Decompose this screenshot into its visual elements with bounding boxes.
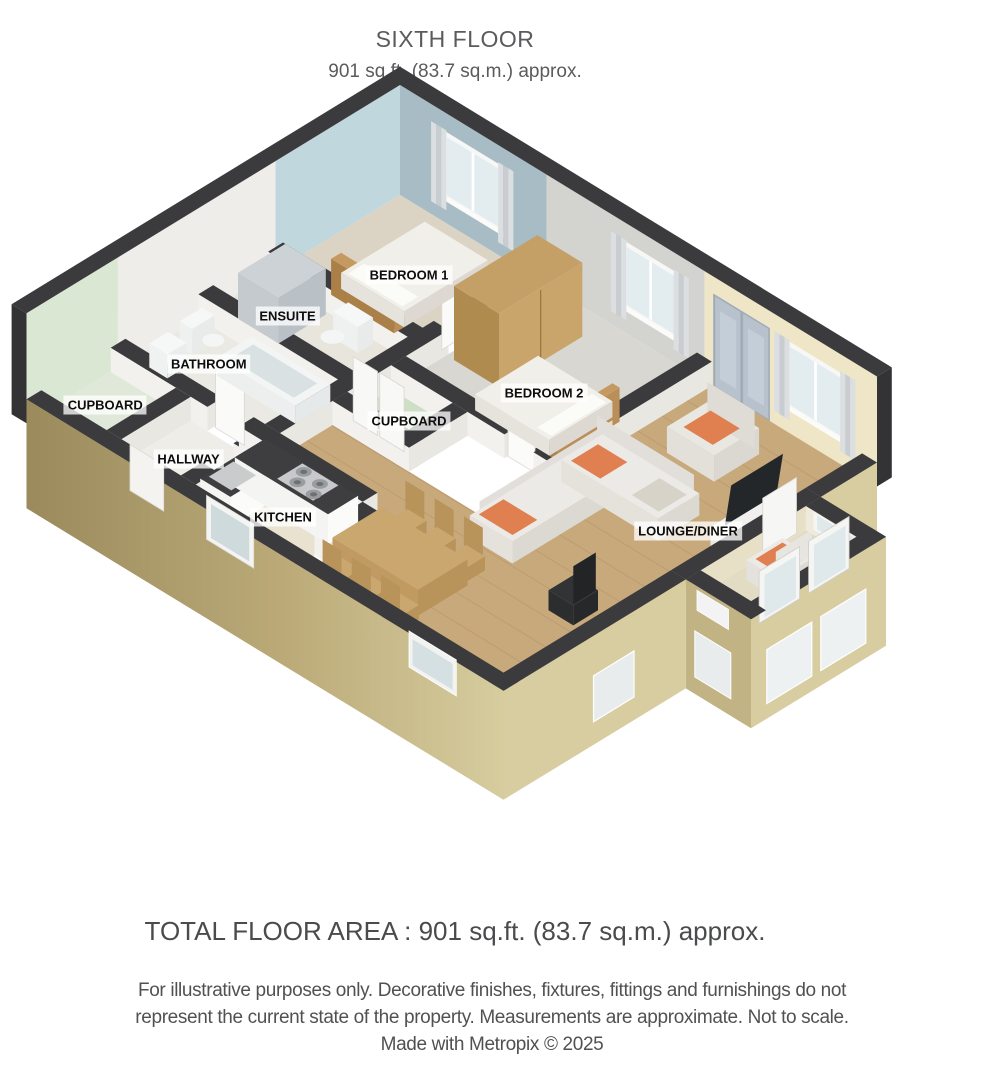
total-floor-area: TOTAL FLOOR AREA : 901 sq.ft. (83.7 sq.m.) approx.	[144, 916, 766, 946]
room-label-lounge: LOUNGE/DINER	[634, 521, 742, 540]
disclaimer-line-2: represent the current state of the property. Measurements are approximate. Not to scale.	[135, 1007, 849, 1028]
room-label-ensuite: ENSUITE	[255, 307, 319, 326]
page-title: SIXTH FLOOR	[375, 26, 535, 52]
room-label-bedroom2: BEDROOM 2	[501, 384, 588, 403]
room-label-hallway: HALLWAY	[153, 450, 223, 469]
room-label-kitchen: KITCHEN	[250, 507, 316, 526]
room-label-bathroom: BATHROOM	[167, 355, 251, 374]
page-area-subtitle: 901 sq.ft. (83.7 sq.m.) approx.	[328, 61, 582, 82]
room-label-cupboard_m: CUPBOARD	[367, 411, 450, 430]
credit-line: Made with Metropix © 2025	[380, 1034, 604, 1055]
room-label-cupboard_w: CUPBOARD	[64, 396, 147, 415]
disclaimer-line-1: For illustrative purposes only. Decorative finishes, fixtures, fittings and furnishings do not	[137, 980, 847, 1001]
room-label-bedroom1: BEDROOM 1	[366, 265, 453, 284]
disclaimer	[0, 977, 984, 1058]
